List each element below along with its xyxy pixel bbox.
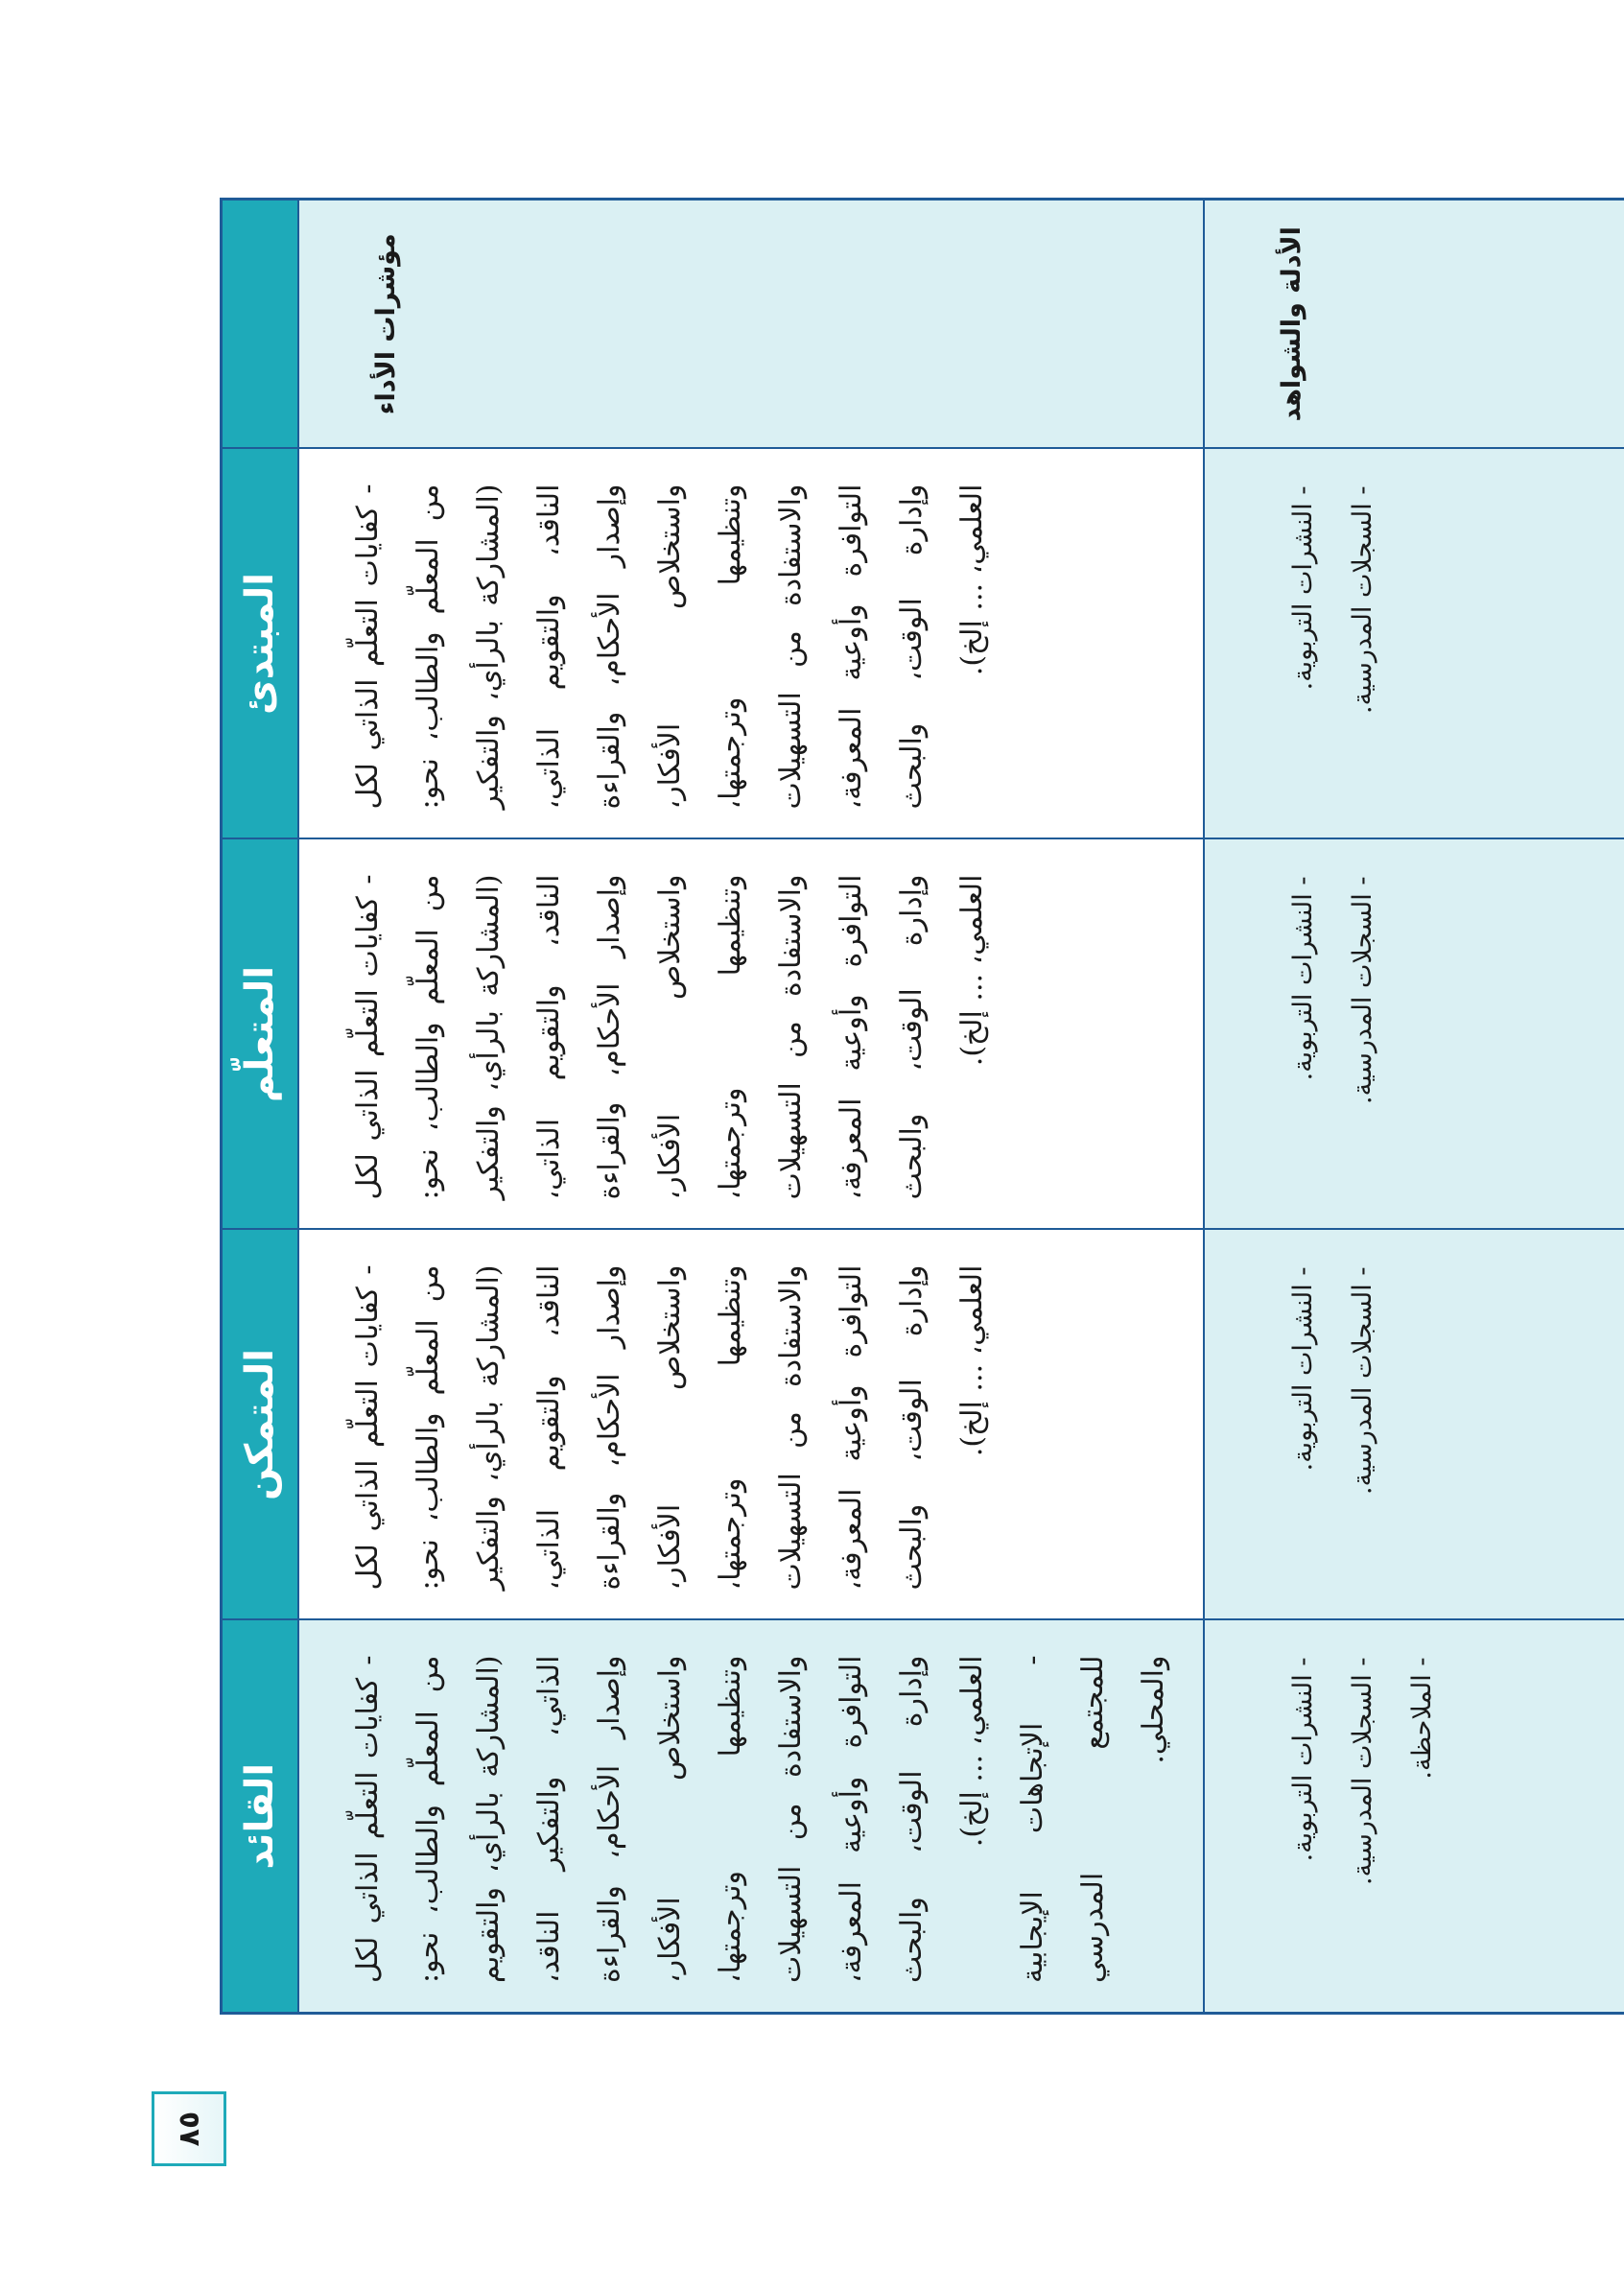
indicators-row — [298, 200, 1204, 2014]
cell-indicators-proficient — [298, 1230, 1204, 1620]
indicator-text: - كفايات التعلّم الذاتي لكل من المعلّم والطالب، نحو: (المشاركة بالرأي، والتفكير الناقد، والتقويم الذاتي، وإصدار الأحكام، والقراءة واستخلاص الأفكار، وتنظيمها وترجمتها، والاستفادة من التسهيلات التوافرة وأوعية المعرفة، وإدارة الوقت، والبحث العلمي، ... إلخ). — [351, 874, 989, 1200]
indicator-text: - الإتجاهات الإيجابية للمجتمع المدرسي والمحلي. — [1016, 1655, 1170, 1983]
row-label-evidence: الأدلة والشواهد — [1204, 200, 1624, 449]
cell-indicators-beginner — [298, 449, 1204, 839]
list-item: - السجلات المدرسية. — [1333, 1658, 1393, 1994]
evidence-list — [1205, 840, 1393, 1229]
list-item: - النشرات التربوية. — [1274, 486, 1333, 819]
indicator-text: - كفايات التعلّم الذاتي لكل من المعلّم والطالب، نحو: (المشاركة بالرأي، والتقويم الذاتي، والتفكير الناقد، وإصدار الأحكام، والقراءة واستخلاص الأفكار، وتنظيمها وترجمتها، والاستفادة من التسهيلات التوافرة وأوعية المعرفة، وإدارة الوقت، والبحث العلمي، ... إلخ). — [351, 1655, 989, 1983]
list-item: - النشرات التربوية. — [1274, 1658, 1333, 1994]
cell-evidence-beginner — [1204, 449, 1624, 839]
evidence-list — [1205, 1621, 1452, 2013]
header-corner — [222, 200, 299, 449]
list-item: - النشرات التربوية. — [1274, 1267, 1333, 1600]
evidence-list — [1205, 450, 1393, 838]
header-row — [222, 200, 299, 2014]
rubric-table-rotated — [220, 201, 1447, 2015]
cell-evidence-leader — [1204, 1620, 1624, 2014]
header-leader: القائد — [222, 1620, 299, 2014]
list-item: - السجلات المدرسية. — [1333, 877, 1393, 1210]
list-item: - السجلات المدرسية. — [1333, 1267, 1393, 1600]
header-beginner: المبتدئ — [222, 449, 299, 839]
list-item: - الملاحظة. — [1393, 1658, 1452, 1994]
page-number: ٨٥ — [152, 2091, 226, 2166]
indicator-text: - كفايات التعلّم الذاتي لكل من المعلّم والطالب، نحو: (المشاركة بالرأي، والتفكير الناقد، والتقويم الذاتي، وإصدار الأحكام، والقراءة واستخلاص الأفكار، وتنظيمها وترجمتها، والاستفادة من التسهيلات التوافرة وأوعية المعرفة، وإدارة الوقت، والبحث العلمي، ... إلخ). — [351, 484, 989, 810]
cell-evidence-proficient — [1204, 1230, 1624, 1620]
indicator-text: - كفايات التعلّم الذاتي لكل من المعلّم والطالب، نحو: (المشاركة بالرأي، والتفكير الناقد، والتقويم الذاتي، وإصدار الأحكام، والقراءة واستخلاص الأفكار، وتنظيمها وترجمتها، والاستفادة من التسهيلات التوافرة وأوعية المعرفة، وإدارة الوقت، والبحث العلمي، ... إلخ). — [351, 1264, 989, 1591]
header-proficient: المتمكن — [222, 1230, 299, 1620]
evidence-list — [1205, 1231, 1393, 1619]
row-label-indicators: مؤشرات الأداء — [298, 200, 1204, 449]
list-item: - السجلات المدرسية. — [1333, 486, 1393, 819]
evidence-row — [1204, 200, 1624, 2014]
cell-indicators-learner — [298, 839, 1204, 1230]
list-item: - النشرات التربوية. — [1274, 877, 1333, 1210]
cell-indicators-leader — [298, 1620, 1204, 2014]
cell-evidence-learner — [1204, 839, 1624, 1230]
rubric-table — [220, 198, 1624, 2015]
header-learner: المتعلّم — [222, 839, 299, 1230]
